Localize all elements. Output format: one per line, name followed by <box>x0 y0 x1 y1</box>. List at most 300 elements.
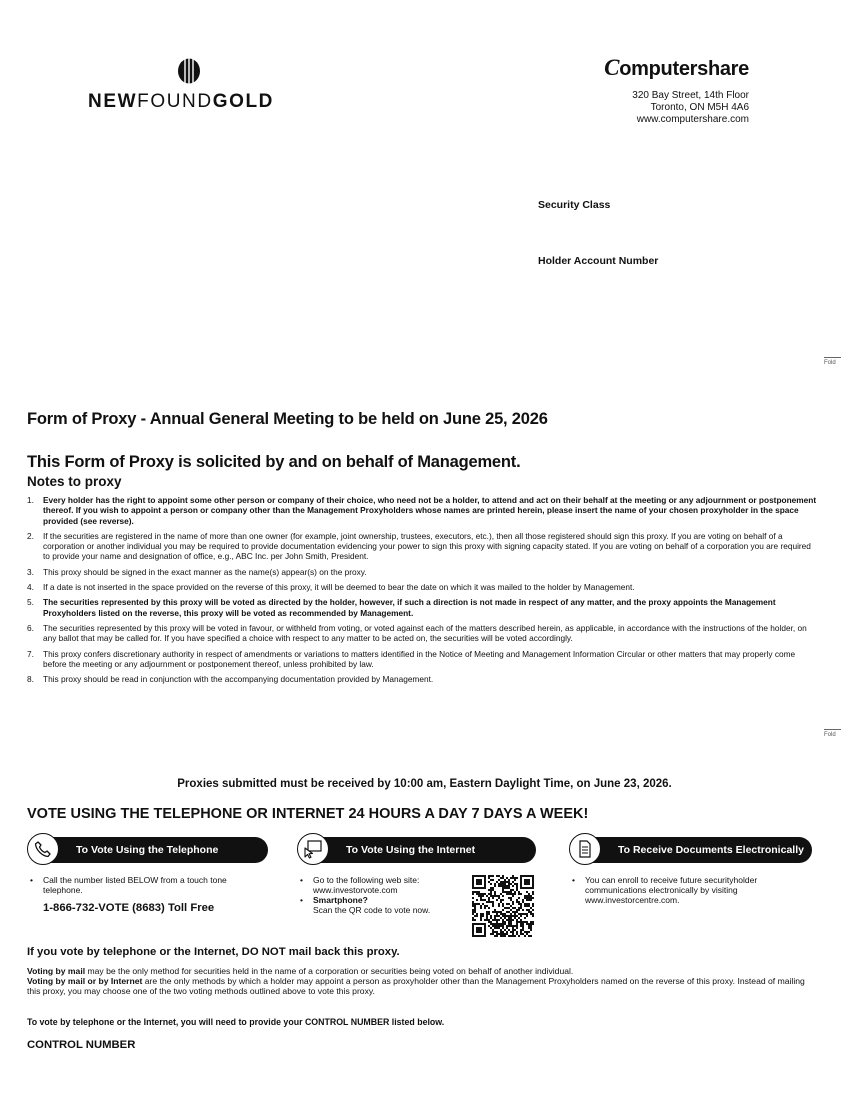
no-mail-warning: If you vote by telephone or the Internet, DO NOT mail back this proxy. <box>27 946 400 958</box>
notes-list <box>27 495 817 689</box>
qr-module <box>488 893 490 895</box>
qr-module <box>508 921 510 923</box>
qr-module <box>504 891 506 893</box>
qr-module <box>492 895 494 897</box>
qr-module <box>502 923 504 925</box>
qr-module <box>488 881 490 883</box>
qr-module <box>508 891 510 893</box>
qr-module <box>492 897 494 899</box>
qr-module <box>508 883 510 885</box>
qr-module <box>494 909 496 911</box>
control-number-note: To vote by telephone or the Internet, you will need to provide your CONTROL NUMBER listed below. <box>27 1017 445 1027</box>
telephone-text: Call the number listed BELOW from a touch tone telephone. <box>43 875 227 895</box>
qr-module <box>488 877 490 879</box>
qr-module <box>508 923 510 925</box>
qr-module <box>496 923 498 925</box>
qr-module <box>476 891 478 893</box>
qr-module <box>526 909 528 911</box>
vote-internet-header <box>300 837 536 863</box>
qr-module <box>490 923 492 925</box>
qr-module <box>506 881 508 883</box>
qr-module <box>482 923 484 925</box>
qr-module <box>528 925 530 927</box>
qr-module <box>528 909 530 911</box>
bullet: • <box>300 895 303 905</box>
qr-module <box>498 933 500 935</box>
qr-module <box>488 921 490 923</box>
qr-module <box>516 877 518 879</box>
qr-module <box>508 915 510 917</box>
qr-module <box>518 913 520 915</box>
qr-module <box>484 879 486 881</box>
qr-module <box>484 919 486 921</box>
qr-module <box>480 899 482 901</box>
qr-module <box>506 931 508 933</box>
qr-module <box>512 927 514 929</box>
qr-module <box>494 925 496 927</box>
qr-module <box>530 907 532 909</box>
qr-module <box>518 917 520 919</box>
qr-module <box>490 889 492 891</box>
qr-module <box>476 879 478 881</box>
qr-module <box>522 925 524 927</box>
qr-module <box>502 933 504 935</box>
qr-module <box>514 907 516 909</box>
qr-module <box>506 927 508 929</box>
qr-module <box>500 911 502 913</box>
note-item: 2. If the securities are registered in the name of more than one owner (for example, joint ownership, trustees, executors, etc.), then all those registered should sign this proxy. If you are voting on behalf of a corporation or another individual you may be required to provide documentation evidencing your power to sign this proxy with signing capacity stated. If you are voting on behalf of a corporation you are required to provide your name and designation of office, e.g., ABC Inc. per John Smith, President. <box>27 530 811 562</box>
qr-module <box>486 901 488 903</box>
qr-module <box>504 885 506 887</box>
qr-module <box>492 931 494 933</box>
qr-module <box>472 911 474 913</box>
qr-module <box>524 875 526 877</box>
qr-module <box>520 931 522 933</box>
qr-module <box>484 933 486 935</box>
qr-module <box>488 897 490 899</box>
qr-module <box>514 883 516 885</box>
qr-module <box>476 893 478 895</box>
qr-module <box>488 907 490 909</box>
qr-module <box>510 877 512 879</box>
qr-module <box>530 895 532 897</box>
qr-module <box>484 925 486 927</box>
qr-module <box>480 897 482 899</box>
qr-module <box>486 905 488 907</box>
qr-module <box>492 901 494 903</box>
qr-module <box>476 929 478 931</box>
qr-module <box>480 917 482 919</box>
qr-module <box>508 879 510 881</box>
qr-module <box>520 923 522 925</box>
qr-module <box>474 915 476 917</box>
qr-module <box>476 903 478 905</box>
qr-module <box>484 935 486 937</box>
qr-module <box>498 895 500 897</box>
qr-module <box>514 913 516 915</box>
qr-module <box>526 933 528 935</box>
receive-documents-header <box>572 837 812 863</box>
qr-module <box>504 929 506 931</box>
qr-module <box>514 891 516 893</box>
qr-module <box>474 875 476 877</box>
qr-module <box>476 899 478 901</box>
qr-module <box>480 907 482 909</box>
qr-module <box>496 927 498 929</box>
qr-module <box>474 907 476 909</box>
qr-module <box>532 885 534 887</box>
qr-module <box>506 925 508 927</box>
qr-module <box>524 883 526 885</box>
qr-module <box>482 895 484 897</box>
qr-module <box>498 923 500 925</box>
qr-module <box>472 923 474 925</box>
qr-module <box>528 897 530 899</box>
qr-module <box>510 915 512 917</box>
qr-module <box>480 881 482 883</box>
qr-module <box>478 881 480 883</box>
qr-module <box>530 925 532 927</box>
qr-module <box>490 901 492 903</box>
qr-module <box>526 879 528 881</box>
qr-module <box>498 883 500 885</box>
qr-module <box>516 883 518 885</box>
qr-module <box>510 891 512 893</box>
fold-mark: Fold <box>824 729 841 738</box>
qr-module <box>520 881 522 883</box>
qr-module <box>530 913 532 915</box>
qr-module <box>504 915 506 917</box>
qr-module <box>474 935 476 937</box>
qr-module <box>526 913 528 915</box>
qr-module <box>528 899 530 901</box>
qr-module <box>520 883 522 885</box>
electronic-text: You can enroll to receive future securityholder communications electronically by visiting www.investorcentre.com. <box>585 875 758 905</box>
qr-module <box>482 887 484 889</box>
qr-module <box>496 935 498 937</box>
qr-module <box>504 933 506 935</box>
qr-module <box>526 903 528 905</box>
qr-module <box>528 883 530 885</box>
qr-module <box>490 879 492 881</box>
qr-module <box>478 923 480 925</box>
qr-module <box>508 897 510 899</box>
qr-module <box>490 917 492 919</box>
qr-module <box>492 875 494 877</box>
qr-module <box>494 885 496 887</box>
qr-module <box>490 933 492 935</box>
qr-module <box>482 915 484 917</box>
qr-module <box>500 933 502 935</box>
qr-module <box>480 913 482 915</box>
qr-module <box>520 913 522 915</box>
qr-module <box>478 875 480 877</box>
qr-module <box>506 915 508 917</box>
qr-module <box>510 909 512 911</box>
qr-module <box>516 887 518 889</box>
qr-module <box>472 929 474 931</box>
qr-module <box>498 919 500 921</box>
qr-module <box>476 875 478 877</box>
qr-module <box>476 915 478 917</box>
qr-module <box>512 915 514 917</box>
qr-module <box>480 895 482 897</box>
qr-module <box>520 879 522 881</box>
qr-module <box>516 933 518 935</box>
qr-module <box>508 929 510 931</box>
control-number-label: CONTROL NUMBER <box>27 1039 136 1051</box>
qr-module <box>508 887 510 889</box>
qr-code-icon[interactable] <box>472 875 534 937</box>
qr-module <box>500 913 502 915</box>
qr-module <box>504 921 506 923</box>
qr-module <box>518 901 520 903</box>
qr-module <box>474 919 476 921</box>
qr-module <box>520 921 522 923</box>
qr-module <box>494 893 496 895</box>
qr-module <box>496 913 498 915</box>
qr-module <box>528 927 530 929</box>
qr-module <box>514 917 516 919</box>
qr-module <box>480 879 482 881</box>
qr-module <box>506 907 508 909</box>
qr-module <box>506 903 508 905</box>
qr-module <box>528 893 530 895</box>
qr-module <box>506 887 508 889</box>
notes-heading: Notes to proxy <box>27 474 122 489</box>
qr-module <box>518 921 520 923</box>
qr-module <box>526 875 528 877</box>
qr-module <box>510 889 512 891</box>
qr-module <box>530 911 532 913</box>
qr-module <box>478 891 480 893</box>
qr-module <box>484 923 486 925</box>
qr-module <box>484 885 486 887</box>
qr-module <box>488 875 490 877</box>
qr-module <box>490 875 492 877</box>
qr-module <box>526 915 528 917</box>
qr-module <box>472 883 474 885</box>
qr-module <box>492 889 494 891</box>
qr-module <box>492 887 494 889</box>
qr-module <box>480 931 482 933</box>
proxy-deadline: Proxies submitted must be received by 10:00 am, Eastern Daylight Time, on June 23, 2026. <box>177 778 672 790</box>
qr-module <box>516 927 518 929</box>
qr-module <box>516 899 518 901</box>
newfound-gold-logo <box>88 58 298 114</box>
qr-module <box>504 887 506 889</box>
qr-module <box>500 929 502 931</box>
qr-module <box>472 927 474 929</box>
bullet: • <box>30 875 33 885</box>
qr-module <box>524 935 526 937</box>
qr-module <box>478 903 480 905</box>
qr-module <box>474 905 476 907</box>
qr-module <box>524 881 526 883</box>
qr-module <box>496 931 498 933</box>
scan-qr-text: Scan the QR code to vote now. <box>313 905 431 915</box>
qr-module <box>472 877 474 879</box>
qr-module <box>504 883 506 885</box>
qr-module <box>484 927 486 929</box>
qr-module <box>490 887 492 889</box>
qr-module <box>478 927 480 929</box>
qr-module <box>508 907 510 909</box>
qr-module <box>478 935 480 937</box>
qr-module <box>498 925 500 927</box>
qr-module <box>512 893 514 895</box>
qr-module <box>496 925 498 927</box>
newfound-gold-mark-icon <box>176 58 202 84</box>
qr-module <box>484 899 486 901</box>
qr-module <box>490 883 492 885</box>
qr-module <box>480 883 482 885</box>
qr-module <box>520 903 522 905</box>
qr-module <box>472 893 474 895</box>
qr-module <box>522 887 524 889</box>
qr-module <box>480 935 482 937</box>
qr-module <box>532 891 534 893</box>
qr-module <box>512 907 514 909</box>
qr-module <box>496 921 498 923</box>
qr-module <box>488 913 490 915</box>
qr-module <box>502 909 504 911</box>
qr-module <box>532 893 534 895</box>
qr-module <box>478 929 480 931</box>
qr-module <box>488 901 490 903</box>
qr-module <box>484 907 486 909</box>
qr-module <box>494 927 496 929</box>
qr-module <box>502 905 504 907</box>
qr-module <box>510 913 512 915</box>
qr-module <box>528 903 530 905</box>
qr-module <box>472 879 474 881</box>
qr-module <box>522 901 524 903</box>
qr-module <box>522 927 524 929</box>
qr-module <box>504 913 506 915</box>
qr-module <box>500 901 502 903</box>
note-item: 8. This proxy should be read in conjunction with the accompanying documentation provided by Management. <box>27 674 434 685</box>
qr-module <box>526 887 528 889</box>
qr-module <box>512 881 514 883</box>
qr-module <box>530 935 532 937</box>
qr-module <box>512 877 514 879</box>
qr-module <box>510 917 512 919</box>
qr-module <box>516 925 518 927</box>
qr-module <box>502 883 504 885</box>
qr-module <box>504 917 506 919</box>
qr-module <box>512 903 514 905</box>
qr-module <box>512 911 514 913</box>
qr-module <box>486 919 488 921</box>
qr-module <box>480 923 482 925</box>
qr-module <box>528 923 530 925</box>
qr-module <box>472 913 474 915</box>
page-title: Form of Proxy - Annual General Meeting to be held on June 25, 2026 <box>27 410 548 428</box>
computershare-address <box>632 90 749 126</box>
qr-module <box>526 931 528 933</box>
qr-module <box>522 875 524 877</box>
internet-instructions <box>300 875 470 915</box>
qr-module <box>528 935 530 937</box>
qr-module <box>512 895 514 897</box>
qr-module <box>520 875 522 877</box>
note-item: 5. The securities represented by this proxy will be voted as directed by the holder, however, if such a direction is not made in respect of any matter, and the proxy appoints the Management Proxyholders listed on the reverse, this proxy will be voted as recommended by Management. <box>27 597 776 618</box>
qr-module <box>530 875 532 877</box>
qr-module <box>518 891 520 893</box>
address-line: Toronto, ON M5H 4A6 <box>650 102 749 113</box>
qr-module <box>476 927 478 929</box>
qr-module <box>502 903 504 905</box>
qr-module <box>500 917 502 919</box>
qr-module <box>512 929 514 931</box>
fold-mark: Fold <box>824 357 841 366</box>
qr-module <box>502 919 504 921</box>
qr-module <box>476 923 478 925</box>
phone-icon <box>27 833 59 865</box>
qr-module <box>472 917 474 919</box>
qr-module <box>508 893 510 895</box>
qr-module <box>502 895 504 897</box>
qr-module <box>496 875 498 877</box>
qr-module <box>532 923 534 925</box>
qr-module <box>508 917 510 919</box>
vote-internet-label: To Vote Using the Internet <box>346 844 476 856</box>
qr-module <box>472 897 474 899</box>
qr-module <box>532 875 534 877</box>
qr-module <box>482 935 484 937</box>
qr-module <box>524 921 526 923</box>
qr-module <box>500 893 502 895</box>
qr-module <box>518 903 520 905</box>
qr-module <box>520 915 522 917</box>
qr-module <box>510 899 512 901</box>
investorvote-link[interactable]: www.investorvote.com <box>313 885 398 895</box>
qr-module <box>484 931 486 933</box>
qr-module <box>510 893 512 895</box>
qr-module <box>516 921 518 923</box>
vote-telephone-header <box>30 837 268 863</box>
qr-module <box>480 905 482 907</box>
qr-module <box>528 895 530 897</box>
smartphone-label: Smartphone? <box>313 895 368 905</box>
newfound-gold-wordmark: NEWFOUNDGOLD <box>88 91 274 112</box>
qr-module <box>476 883 478 885</box>
qr-module <box>480 927 482 929</box>
qr-module <box>480 887 482 889</box>
qr-module <box>492 911 494 913</box>
qr-module <box>502 877 504 879</box>
qr-module <box>472 935 474 937</box>
qr-module <box>474 911 476 913</box>
qr-module <box>512 935 514 937</box>
qr-module <box>526 905 528 907</box>
qr-module <box>520 887 522 889</box>
qr-module <box>514 893 516 895</box>
qr-module <box>502 889 504 891</box>
qr-module <box>496 881 498 883</box>
qr-module <box>508 885 510 887</box>
qr-module <box>500 931 502 933</box>
qr-module <box>516 915 518 917</box>
qr-module <box>512 925 514 927</box>
qr-module <box>506 919 508 921</box>
qr-module <box>524 903 526 905</box>
address-line: www.computershare.com <box>636 114 749 125</box>
qr-module <box>526 895 528 897</box>
qr-module <box>478 895 480 897</box>
qr-module <box>506 877 508 879</box>
